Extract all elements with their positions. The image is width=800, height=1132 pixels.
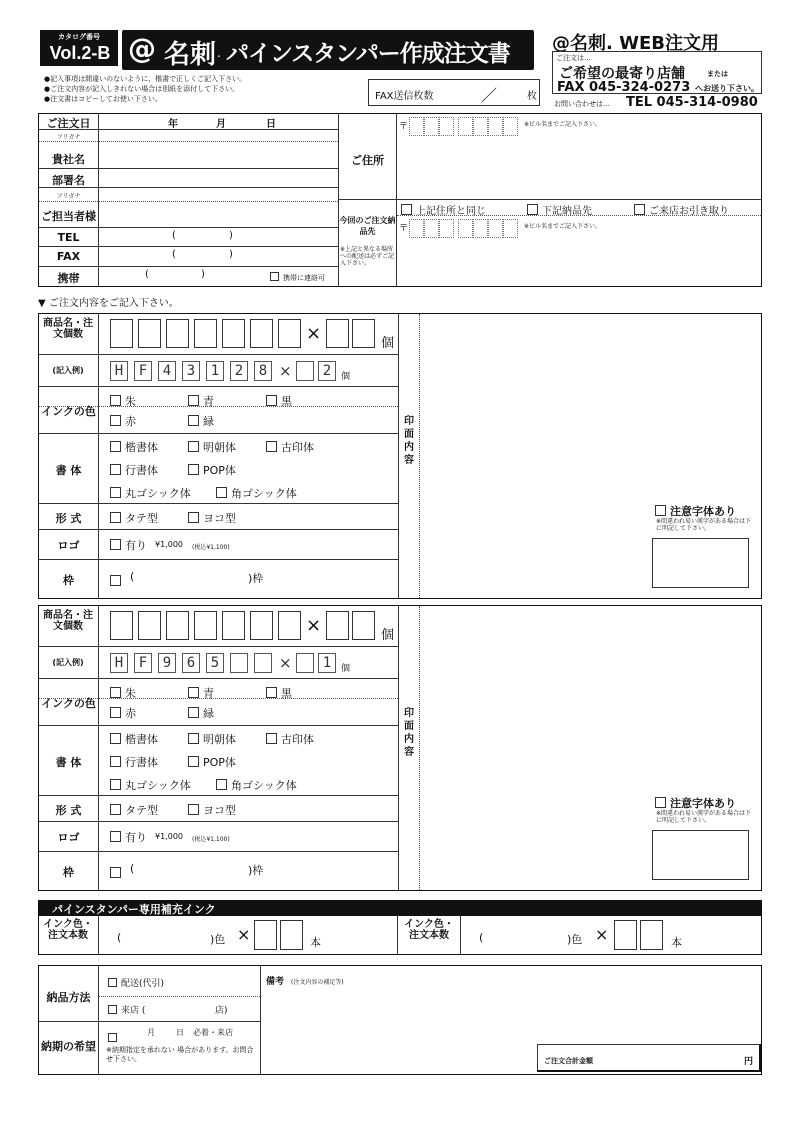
delivery-postal-digit[interactable] xyxy=(424,219,439,238)
product-code-cell[interactable] xyxy=(222,319,245,348)
logo-option[interactable] xyxy=(110,537,147,553)
delivery-postal-digit[interactable] xyxy=(503,219,518,238)
delivery-label: 今回のご注文納品先 xyxy=(339,216,396,236)
option-label: ヨコ型 xyxy=(203,512,236,525)
example-char: 2 xyxy=(230,361,248,381)
option-label: 丸ゴシック体 xyxy=(125,487,191,500)
font-option[interactable] xyxy=(266,439,314,455)
checkbox[interactable] xyxy=(188,395,199,406)
checkbox[interactable] xyxy=(110,395,121,406)
option-label: POP体 xyxy=(203,756,236,769)
example-label: (記入例) xyxy=(52,366,84,375)
ink-option[interactable] xyxy=(188,393,214,409)
mobile-label: 携帯 xyxy=(57,272,80,285)
delivery-postal-digit[interactable] xyxy=(458,219,473,238)
address-building-note: ※ビル名までご記入下さい。 xyxy=(524,121,602,128)
ink-option[interactable] xyxy=(188,413,214,429)
person-label: ご担当者様 xyxy=(41,210,96,223)
delivery-postal-digit[interactable] xyxy=(439,219,454,238)
form-option[interactable] xyxy=(110,802,158,818)
quantity-cell[interactable] xyxy=(352,611,375,640)
company-field[interactable] xyxy=(99,142,337,168)
font-option[interactable] xyxy=(188,439,236,455)
ink-option[interactable] xyxy=(110,705,136,721)
refill-color-suffix-2: )色 xyxy=(567,933,583,946)
postal-code-digit[interactable] xyxy=(409,117,424,136)
example-char: 3 xyxy=(182,361,200,381)
logo-label: ロゴ xyxy=(57,831,80,844)
product-code-cell[interactable] xyxy=(194,611,217,640)
option-label: ヨコ型 xyxy=(203,804,236,817)
total-amount-box[interactable] xyxy=(537,1044,761,1072)
order-month-label: 月 xyxy=(216,119,226,130)
times-sign: × xyxy=(306,615,322,636)
example-qty xyxy=(296,361,314,381)
refill-times-1: × xyxy=(237,925,251,944)
delivery-note: ※上記と異なる場所への配送は必ずご記入下さい。 xyxy=(340,246,395,267)
option-label: 古印体 xyxy=(281,733,314,746)
date-checkbox[interactable] xyxy=(108,1026,121,1045)
option-label: 角ゴシック体 xyxy=(231,779,297,792)
refill-times-2: × xyxy=(595,925,609,944)
caution-checkbox[interactable] xyxy=(655,795,736,811)
product-code-cell[interactable] xyxy=(138,319,161,348)
caution-label: 注意字体あり xyxy=(670,505,736,518)
fax-count-box[interactable] xyxy=(368,79,540,106)
mataha: または xyxy=(707,70,728,78)
caution-field[interactable] xyxy=(652,830,749,880)
example-char: 6 xyxy=(182,653,200,673)
company-label: 貴社名 xyxy=(52,153,85,166)
postal-code-digit[interactable] xyxy=(488,117,503,136)
checkbox[interactable] xyxy=(188,415,199,426)
inquiry-label: お問い合わせは… xyxy=(554,100,610,108)
logo-at: @ xyxy=(128,32,156,65)
checkbox[interactable] xyxy=(110,707,121,718)
delivery-below-checkbox[interactable] xyxy=(527,202,592,217)
refill-title: パインスタンパー専用補充インク xyxy=(52,903,216,916)
tel-paren-close: ) xyxy=(229,230,233,241)
tel-label: TEL xyxy=(57,231,80,244)
example-qty: 2 xyxy=(318,361,336,381)
example-char: F xyxy=(134,361,152,381)
delivery-below-label: 下記納品先 xyxy=(542,206,592,217)
delivery-method-label: 納品方法 xyxy=(46,991,91,1004)
ink-option[interactable] xyxy=(266,685,292,701)
example-times: × xyxy=(279,654,292,672)
remarks-note: (注文内容の補足等) xyxy=(291,979,344,986)
caution-note: ※間違われ易い漢字がある場合は下に明記して下さい。 xyxy=(656,518,752,532)
example-qty xyxy=(296,653,314,673)
frame-label: 枠 xyxy=(63,866,74,879)
fax-count-unit: 枚 xyxy=(527,91,537,102)
title-bar xyxy=(122,30,534,70)
example-label: (記入例) xyxy=(52,658,84,667)
refill-qty-digit[interactable] xyxy=(254,920,277,950)
font-option[interactable] xyxy=(216,777,297,793)
form-label: 形 式 xyxy=(55,512,82,525)
fax-paren-close: ) xyxy=(229,249,233,260)
ink-option[interactable] xyxy=(110,393,136,409)
option-label: 古印体 xyxy=(281,441,314,454)
fax-number: FAX 045-324-0273 xyxy=(557,80,691,95)
header-note-3: ●注文書はコピーしてお使い下さい。 xyxy=(44,95,162,103)
fax-label: FAX xyxy=(56,250,81,263)
option-label: タテ型 xyxy=(125,512,158,525)
person-field[interactable] xyxy=(99,202,337,227)
font-label: 書 体 xyxy=(55,464,82,477)
refill-qty-digit[interactable] xyxy=(640,920,663,950)
refill-open-2: ( xyxy=(479,931,484,944)
checkbox[interactable] xyxy=(266,733,277,744)
checkbox[interactable] xyxy=(110,804,121,815)
postal-code-digit[interactable] xyxy=(439,117,454,136)
postal-code-digit[interactable] xyxy=(503,117,518,136)
furigana-label: フリガナ xyxy=(56,134,81,141)
frame-close: )枠 xyxy=(248,572,264,585)
store-pickup-checkbox[interactable] xyxy=(634,202,729,217)
option-label: 有り xyxy=(125,539,147,552)
times-sign: × xyxy=(306,323,322,344)
delivery-postal-mark: 〒 xyxy=(399,224,409,234)
fax-suffix: へお送り下さい。 xyxy=(695,84,759,93)
example-char: 4 xyxy=(158,361,176,381)
department-label: 部署名 xyxy=(52,174,85,187)
refill-qty-digit[interactable] xyxy=(614,920,637,950)
example-qty: 1 xyxy=(318,653,336,673)
same-address-checkbox[interactable] xyxy=(401,202,486,217)
ink-label: インクの色 xyxy=(41,697,96,710)
postal-mark: 〒 xyxy=(399,122,409,132)
example-char: F xyxy=(134,653,152,673)
checkbox[interactable] xyxy=(188,804,199,815)
tel-paren-open: ( xyxy=(172,230,176,241)
font-option[interactable] xyxy=(188,754,236,770)
checkbox[interactable] xyxy=(110,441,121,452)
delivery-postal-digit[interactable] xyxy=(488,219,503,238)
checkbox[interactable] xyxy=(110,756,121,767)
option-label: 角ゴシック体 xyxy=(231,487,297,500)
print-content-label: 印面内容 xyxy=(404,708,414,758)
ink-label: インクの色 xyxy=(41,405,96,418)
store-suffix: 店) xyxy=(215,1006,228,1016)
catalog-badge xyxy=(40,30,118,66)
checkbox[interactable] xyxy=(110,415,121,426)
caution-note: ※間違われ易い漢字がある場合は下に明記して下さい。 xyxy=(656,810,752,824)
checkbox[interactable] xyxy=(110,487,121,498)
option-label: 朱 xyxy=(125,395,136,408)
quantity-cell[interactable] xyxy=(326,611,349,640)
mobile-paren-open: ( xyxy=(145,269,149,280)
unit-label: 個 xyxy=(381,628,395,643)
font-option[interactable] xyxy=(110,439,158,455)
form-option[interactable] xyxy=(188,802,236,818)
fax-count-sep: ／ xyxy=(481,86,498,105)
checkbox[interactable] xyxy=(266,441,277,452)
frame-label: 枠 xyxy=(63,574,74,587)
date-day: 日 xyxy=(176,1028,184,1037)
refill-qty-digit[interactable] xyxy=(280,920,303,950)
tel-number: TEL 045-314-0980 xyxy=(626,95,758,110)
date-note: ※納期指定を承れない 場合があります。お問合せ下さい。 xyxy=(106,1046,254,1063)
product-label: 商品名・注文個数 xyxy=(43,318,93,340)
postal-code-digit[interactable] xyxy=(424,117,439,136)
font-option[interactable] xyxy=(110,754,158,770)
product-label: 商品名・注文個数 xyxy=(43,610,93,632)
checkbox[interactable] xyxy=(110,831,121,842)
checkbox[interactable] xyxy=(216,779,227,790)
order-day-label: 日 xyxy=(266,119,276,130)
caution-label: 注意字体あり xyxy=(670,797,736,810)
option-label: 黒 xyxy=(281,395,292,408)
print-content-field[interactable] xyxy=(422,317,758,497)
header-note-1: ●記入事項は間違いのないように、楷書で正しくご記入下さい。 xyxy=(44,75,247,83)
address-label: ご住所 xyxy=(351,154,384,167)
postal-code-digit[interactable] xyxy=(458,117,473,136)
caution-field[interactable] xyxy=(652,538,749,588)
checkbox[interactable] xyxy=(266,395,277,406)
print-content-label: 印面内容 xyxy=(404,416,414,466)
header-note-2: ●ご注文内容が記入しきれない場合は別紙を添付して下さい。 xyxy=(44,85,240,93)
font-option[interactable] xyxy=(110,731,158,747)
product-code-cell[interactable] xyxy=(166,611,189,640)
font-option[interactable] xyxy=(110,777,191,793)
frame-open: ( xyxy=(130,570,135,583)
example-unit: 個 xyxy=(341,372,351,382)
ink-option[interactable] xyxy=(110,413,136,429)
option-label: 有り xyxy=(125,831,147,844)
logo-option[interactable] xyxy=(110,829,147,845)
logo-price: ¥1,000 xyxy=(155,832,183,841)
checkbox[interactable] xyxy=(188,441,199,452)
caution-checkbox[interactable] xyxy=(655,503,736,519)
example-char xyxy=(230,653,248,673)
order-year-label: 年 xyxy=(168,119,178,130)
option-label: 朱 xyxy=(125,687,136,700)
font-option[interactable] xyxy=(188,462,236,478)
product-code-cell[interactable] xyxy=(138,611,161,640)
refill-open-1: ( xyxy=(117,931,122,944)
unit-label: 個 xyxy=(381,336,395,351)
checkbox[interactable] xyxy=(188,687,199,698)
catalog-label: カタログ番号 xyxy=(58,33,100,41)
delivery-building-note: ※ビル名までご記入下さい。 xyxy=(524,223,602,230)
option-label: タテ型 xyxy=(125,804,158,817)
refill-label-2: インク色・注文本数 xyxy=(404,919,454,941)
font-option[interactable] xyxy=(110,462,158,478)
option-label: 丸ゴシック体 xyxy=(125,779,191,792)
refill-unit-2: 本 xyxy=(671,936,682,949)
form-label: 形 式 xyxy=(55,804,82,817)
print-content-field[interactable] xyxy=(422,609,758,789)
checkbox[interactable] xyxy=(188,464,199,475)
store-pickup-label: ご来店お引き取り xyxy=(649,206,729,217)
option-label: 楷書体 xyxy=(125,733,158,746)
header-notes xyxy=(44,74,246,104)
mobile-contact-checkbox[interactable] xyxy=(270,272,325,283)
department-field[interactable] xyxy=(99,169,337,187)
delivery-date-label: 納期の希望 xyxy=(41,1040,96,1053)
date-month: 月 xyxy=(147,1028,155,1037)
form-option[interactable] xyxy=(188,510,236,526)
fax-count-label: FAX送信枚数 xyxy=(375,91,434,102)
option-label: 楷書体 xyxy=(125,441,158,454)
same-address-label: 上記住所と同じ xyxy=(416,206,486,217)
option-label: POP体 xyxy=(203,464,236,477)
frame-close: )枠 xyxy=(248,864,264,877)
checkbox[interactable] xyxy=(188,707,199,718)
ship-checkbox[interactable] xyxy=(108,976,164,989)
quantity-cell[interactable] xyxy=(352,319,375,348)
example-char: 8 xyxy=(254,361,272,381)
example-char: 5 xyxy=(206,653,224,673)
nearest-store: ご希望の最寄り店舗 xyxy=(559,66,685,82)
checkbox[interactable] xyxy=(188,733,199,744)
example-char: 1 xyxy=(206,361,224,381)
font-option[interactable] xyxy=(266,731,314,747)
option-label: 青 xyxy=(203,687,214,700)
refill-label-1: インク色・注文本数 xyxy=(43,919,93,941)
refill-title-bar xyxy=(38,900,762,916)
option-label: 黒 xyxy=(281,687,292,700)
store-checkbox[interactable] xyxy=(108,1003,145,1016)
font-option[interactable] xyxy=(216,485,297,501)
checkbox[interactable] xyxy=(110,779,121,790)
ink-option[interactable] xyxy=(188,705,214,721)
quantity-cell[interactable] xyxy=(326,319,349,348)
delivery-postal-digit[interactable] xyxy=(473,219,488,238)
font-option[interactable] xyxy=(110,485,191,501)
remarks-field[interactable] xyxy=(262,988,532,1072)
customer-section xyxy=(38,113,762,287)
ink-option[interactable] xyxy=(110,685,136,701)
ink-option[interactable] xyxy=(266,393,292,409)
refill-unit-1: 本 xyxy=(310,936,321,949)
logo-tax: (税込¥1,100) xyxy=(192,544,230,551)
example-char: H xyxy=(110,653,128,673)
frame-open: ( xyxy=(130,862,135,875)
option-label: 緑 xyxy=(203,707,214,720)
checkbox[interactable] xyxy=(110,733,121,744)
form-option[interactable] xyxy=(110,510,158,526)
logo-tax: (税込¥1,100) xyxy=(192,836,230,843)
font-option[interactable] xyxy=(188,731,236,747)
web-label: @名刺. WEB注文用 xyxy=(552,33,719,54)
option-label: 緑 xyxy=(203,415,214,428)
option-label: 行書体 xyxy=(125,464,158,477)
checkbox[interactable] xyxy=(110,687,121,698)
ink-option[interactable] xyxy=(188,685,214,701)
option-label: 行書体 xyxy=(125,756,158,769)
delivery-postal-digit[interactable] xyxy=(409,219,424,238)
ship-label: 配送(代引) xyxy=(121,979,165,989)
catalog-vol: Vol.2-B xyxy=(49,43,111,63)
postal-code-digit[interactable] xyxy=(473,117,488,136)
order-date-label: ご注文日 xyxy=(46,117,91,130)
product-code-cell[interactable] xyxy=(110,611,133,640)
checkbox[interactable] xyxy=(110,539,121,550)
checkbox[interactable] xyxy=(188,512,199,523)
example-char xyxy=(254,653,272,673)
product-code-cell[interactable] xyxy=(278,611,301,640)
order-box xyxy=(552,51,762,94)
product-code-cell[interactable] xyxy=(110,319,133,348)
example-char: 9 xyxy=(158,653,176,673)
example-char: H xyxy=(110,361,128,381)
product-code-cell[interactable] xyxy=(194,319,217,348)
font-label: 書 体 xyxy=(55,756,82,769)
frame-checkbox[interactable] xyxy=(110,570,125,589)
remarks-label: 備考 xyxy=(266,977,285,987)
checkbox[interactable] xyxy=(110,512,121,523)
option-label: 青 xyxy=(203,395,214,408)
option-label: 明朝体 xyxy=(203,733,236,746)
form-title: パインスタンパー作成注文書 xyxy=(226,41,510,67)
date-arrive: 必着・来店 xyxy=(193,1028,233,1037)
fax-paren-open: ( xyxy=(172,249,176,260)
refill-color-suffix-1: )色 xyxy=(210,933,226,946)
example-times: × xyxy=(279,362,292,380)
mobile-paren-close: ) xyxy=(201,269,205,280)
checkbox[interactable] xyxy=(110,464,121,475)
option-label: 赤 xyxy=(125,415,136,428)
logo-price: ¥1,000 xyxy=(155,540,183,549)
checkbox[interactable] xyxy=(266,687,277,698)
logo-label: ロゴ xyxy=(57,539,80,552)
order-to: ご注文は… xyxy=(556,54,591,62)
example-unit: 個 xyxy=(341,664,351,674)
product-code-cell[interactable] xyxy=(250,611,273,640)
option-label: 赤 xyxy=(125,707,136,720)
store-label: 来店 ( xyxy=(121,1006,146,1016)
product-code-cell[interactable] xyxy=(222,611,245,640)
checkbox[interactable] xyxy=(216,487,227,498)
mobile-contact-label: 携帯に連絡可 xyxy=(283,274,325,282)
option-label: 明朝体 xyxy=(203,441,236,454)
frame-checkbox[interactable] xyxy=(110,862,125,881)
product-code-cell[interactable] xyxy=(250,319,273,348)
furigana-label-2: フリガナ xyxy=(56,193,81,200)
logo-name: 名刺 xyxy=(164,40,217,70)
order-instruction: ▼ ご注文内容をご記入下さい。 xyxy=(38,298,179,309)
checkbox[interactable] xyxy=(188,756,199,767)
product-code-cell[interactable] xyxy=(278,319,301,348)
logo-dot: . xyxy=(217,46,221,60)
total-label: ご注文合計金額 xyxy=(544,1057,593,1065)
product-code-cell[interactable] xyxy=(166,319,189,348)
total-yen: 円 xyxy=(743,1057,753,1067)
